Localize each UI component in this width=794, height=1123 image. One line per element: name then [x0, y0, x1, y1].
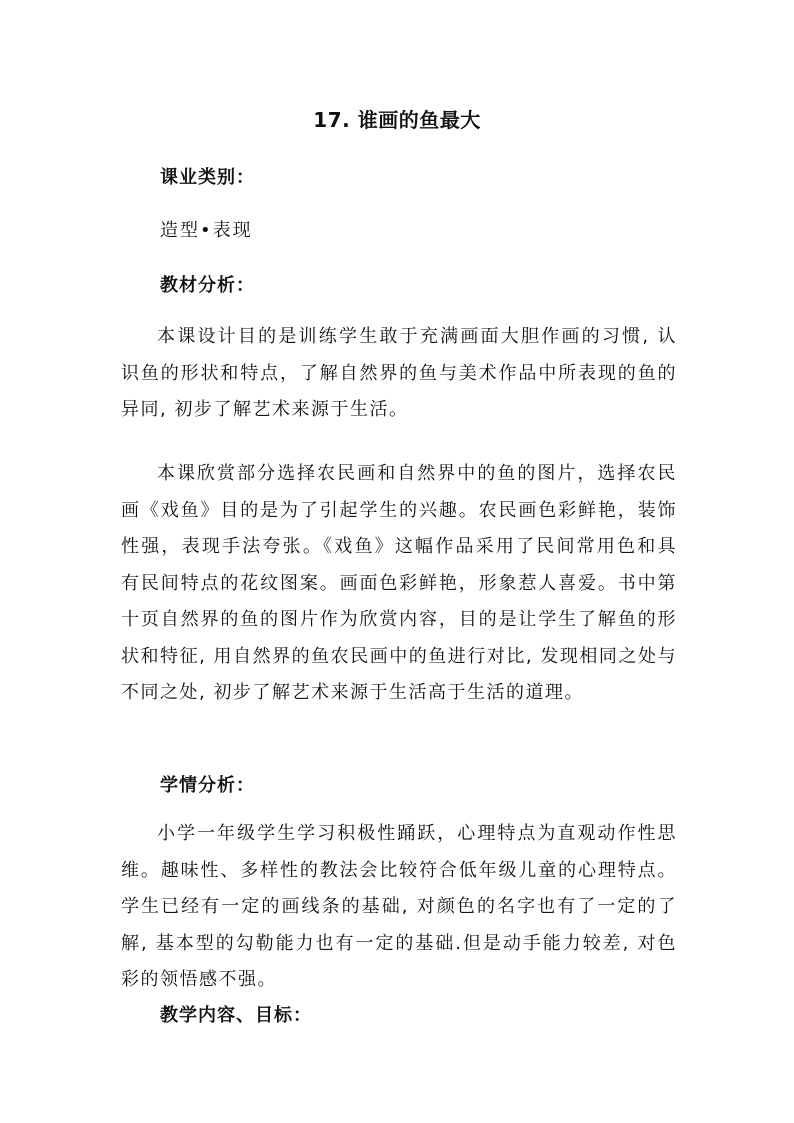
material-analysis-paragraph-1: 本课设计目的是训练学生敢于充满画面大胆作画的习惯, 认识鱼的形状和特点，了解自然界的鱼与美术作品中所表现的鱼的异同, 初步了解艺术来源于生活。: [121, 326, 677, 420]
course-category-value: 造型•表现: [160, 220, 253, 241]
heading-course-category: 课业类别：: [160, 167, 255, 188]
heading-teaching-content: 教学内容、目标：: [160, 1005, 312, 1026]
heading-material-analysis: 教材分析：: [160, 275, 255, 296]
document-title: 17. 谁画的鱼最大: [313, 108, 481, 132]
material-analysis-paragraph-2: 本课欣赏部分选择农民画和自然界中的鱼的图片，选择农民画《戏鱼》目的是为了引起学生的兴趣。农民画色彩鲜艳，装饰性强，表现手法夸张。《戏鱼》这幅作品采用了民间常用色和具有民间特点的花纹图案。画面色彩鲜艳，形象惹人喜爱。书中第十页自然界的鱼的图片作为欣赏内容，目的是让学生了解鱼的形状和特征, 用自然界的鱼农民画中的鱼进行对比, 发现相同之处与不同之处, 初步了解艺术来源于生活高于生活的道理。: [121, 463, 677, 703]
heading-student-analysis: 学情分析：: [160, 775, 255, 796]
student-analysis-paragraph: 小学一年级学生学习积极性踊跃，心理特点为直观动作性思维。趣味性、多样性的教法会比较符合低年级儿童的心理特点。学生已经有一定的画线条的基础, 对颜色的名字也有了一定的了解, 基本型的勾勒能力也有一定的基础.但是动手能力较差, 对色彩的领悟感不强。: [121, 823, 677, 990]
